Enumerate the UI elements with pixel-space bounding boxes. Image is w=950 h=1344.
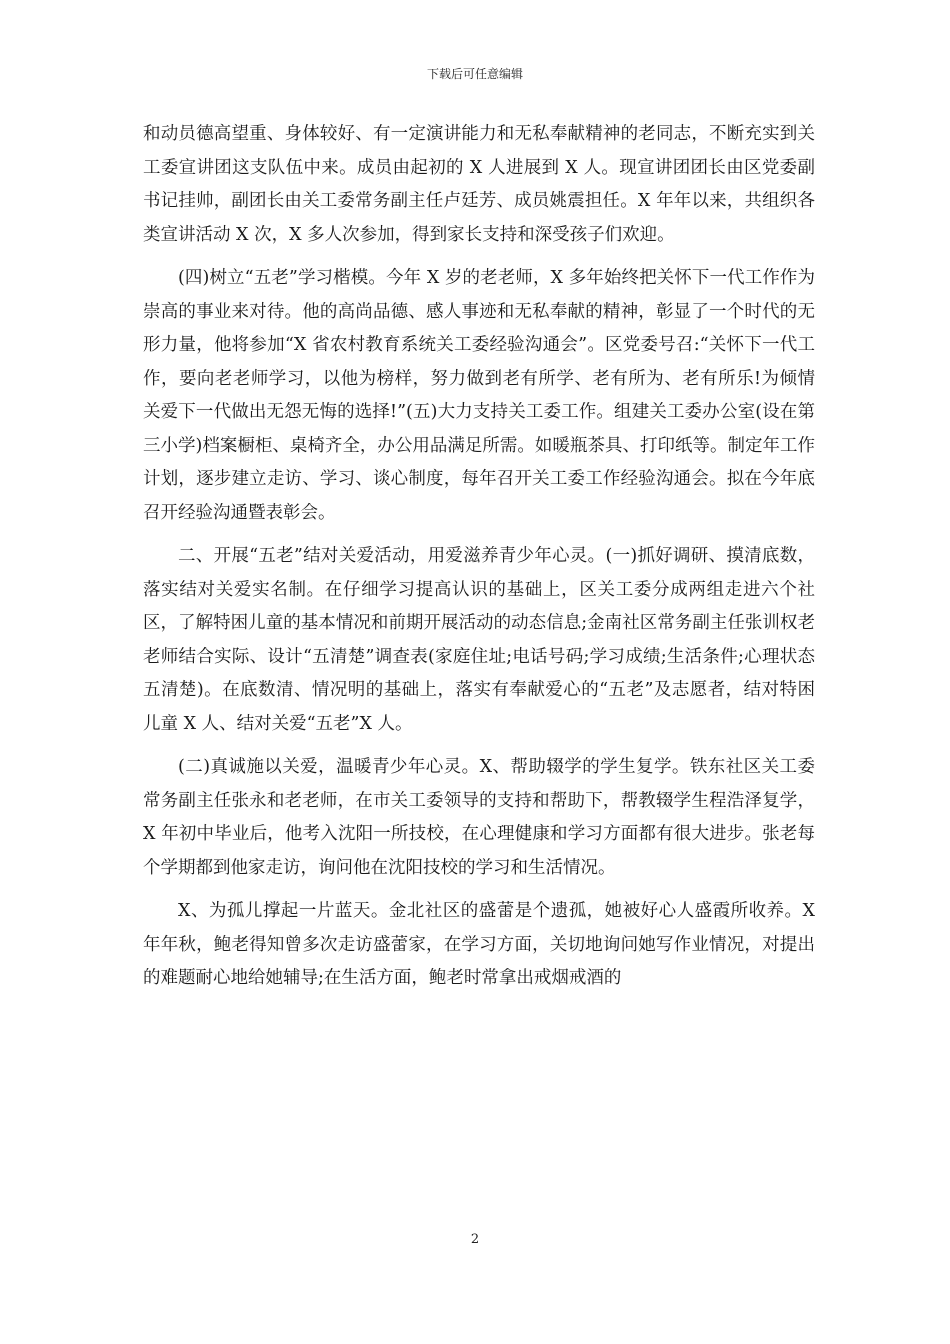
paragraph: 二、开展“五老”结对关爱活动，用爱滋养青少年心灵。(一)抓好调研、摸清底数，落实结对关爱实名制。在仔细学习提高认识的基础上，区关工委分成两组走进六个社区，了解特困儿童的基本情况和前期开展活动的动态信息;金南社区常务副主任张训权老老师结合实际、设计“五清楚”调查表(家庭住址;电话号码;学习成绩;生活条件;心理状态五清楚)。在底数清、情况明的基础上，落实有奉献爱心的“五老”及志愿者，结对特困儿童 X 人、结对关爱“五老”X 人。 (143, 546, 815, 734)
paragraph: 和动员德高望重、身体较好、有一定演讲能力和无私奉献精神的老同志，不断充实到关工委宣讲团这支队伍中来。成员由起初的 X 人进展到 X 人。现宣讲团团长由区党委副书记挂帅，副团长由关工委常务副主任卢廷芳、成员姚震担任。X 年年以来，共组织各类宣讲活动 X 次，X 多人次参加，得到家长支持和深受孩子们欢迎。 (143, 124, 815, 245)
paragraph: X、为孤儿撑起一片蓝天。金北社区的盛蕾是个遗孤，她被好心人盛霞所收养。X 年年秋，鲍老得知曾多次走访盛蕾家，在学习方面，关切地询问她写作业情况，对提出的难题耐心地给她辅导;在生活方面，鲍老时常拿出戒烟戒酒的 (143, 901, 815, 988)
page-number: 2 (470, 1232, 480, 1247)
paragraph: (四)树立“五老”学习楷模。今年 X 岁的老老师，X 多年始终把关怀下一代工作作为崇高的事业来对待。他的高尚品德、感人事迹和无私奉献的精神，彰显了一个时代的无形力量，他将参加“X 省农村教育系统关工委经验沟通会”。区党委号召:“关怀下一代工作，要向老老师学习，以他为榜样，努力做到老有所学、老有所为、老有所乐!为倾情关爱下一代做出无怨无悔的选择!”(五)大力支持关工委工作。组建关工委办公室(设在第三小学)档案橱柜、桌椅齐全，办公用品满足所需。如暖瓶茶具、打印纸等。制定年工作计划，逐步建立走访、学习、谈心制度，每年召开关工委工作经验沟通会。拟在今年底召开经验沟通暨表彰会。 (143, 268, 815, 523)
document-body (143, 118, 815, 996)
paragraph: (二)真诚施以关爱，温暖青少年心灵。X、帮助辍学的学生复学。铁东社区关工委常务副主任张永和老老师，在市关工委领导的支持和帮助下，帮教辍学生程浩泽复学，X 年初中毕业后，他考入沈阳一所技校，在心理健康和学习方面都有很大进步。张老每个学期都到他家走访，询问他在沈阳技校的学习和生活情况。 (143, 757, 815, 878)
page-header: 下载后可任意编辑 (426, 67, 523, 81)
